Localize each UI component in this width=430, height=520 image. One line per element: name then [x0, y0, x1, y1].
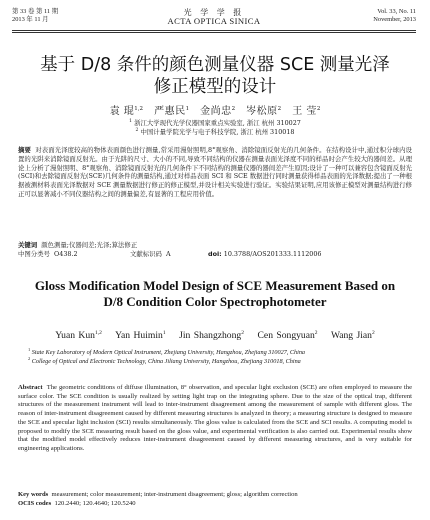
- author-en: Cen Songyuan: [257, 330, 315, 341]
- keywords-en-label: Key words: [18, 491, 49, 498]
- ocis-label: OCIS codes: [18, 500, 52, 507]
- volume-issue-en: Vol. 33, No. 11: [377, 8, 416, 15]
- affiliation-en-2: [28, 355, 410, 366]
- date-en: November, 2013: [373, 16, 416, 23]
- affil-text: State Key Laboratory of Modern Optical Instrument, Zhejiang University, Hangzhou, Zhejiang 310027, China: [31, 349, 306, 356]
- author-cn: 严惠民: [154, 106, 186, 117]
- keywords-en-text: measurement; color measurement; inter-instrument disagreement; gloss; algorithm correction: [51, 491, 298, 498]
- author-sup: 1,2: [94, 330, 102, 336]
- affiliation-cn-1: [0, 118, 430, 127]
- authors-cn: [0, 102, 430, 117]
- affil-text: 浙江大学现代光学仪器国家重点实验室, 浙江 杭州 310027: [134, 119, 301, 127]
- affil-text: 中国计量学院光学与电子科技学院, 浙江 杭州 310018: [140, 128, 295, 136]
- header-center: [12, 8, 416, 26]
- author-sup: 2: [231, 106, 236, 112]
- author-en: Yan Huimin: [115, 330, 163, 341]
- doc-code: A: [166, 250, 171, 258]
- abstract-en-text: The geometric conditions of diffuse illumination, 8° observation, and specular light exclusion (SCE) are often employed to measure the surface color. The SCE condition is usually realized by setting light trap on the integrating sphere. Due to the size of the optical trap, different structures of the measurement instrument will lead to inter-instrument disagreement among the measurement of sample with different gloss. The reason of inter-instrument disagreement caused by different measuring structures is analyzed in theory; a measuring structure is designed to measure the SCE and specular light inclusion (SCI) results simultaneously. The gloss value is calculated from the SCE and SCI results. A computing model is proposed to modify the SCE measuring result based on the gloss value, and experimental verification is also carried out. Experimental results show that the modified model effectively reduces inter-instrument disagreement caused by different measuring structures, and is very suitable for engineering applications.: [18, 384, 412, 452]
- author-sup: 2: [314, 330, 318, 336]
- doi-value: 10.3788/AOS201333.1112006: [223, 250, 322, 258]
- author-en: Yuan Kun: [55, 330, 95, 341]
- affil-sup: 1: [129, 119, 133, 124]
- author-en: Jin Shangzhong: [179, 330, 242, 341]
- paper-title-cn: [6, 54, 424, 98]
- author-en: Wang Jian: [330, 330, 372, 341]
- keywords-cn: [18, 241, 412, 250]
- header-right: [373, 8, 416, 24]
- abstract-en: [18, 384, 412, 454]
- author-cn: 岑松原: [246, 106, 278, 117]
- author-sup: 1,2: [134, 106, 144, 112]
- header-rule-thick: [12, 30, 416, 31]
- volume-issue-cn: 第 33 卷 第 11 期: [12, 8, 59, 15]
- author-sup: 2: [241, 330, 244, 336]
- affil-text: College of Optical and Electronic Technology, China Jiliang University, Hangzhou, Zhejiang 310018, China: [31, 358, 301, 365]
- author-sup: 2: [371, 330, 375, 336]
- abstract-cn-text: 对表面光泽度较高的物体表面颜色进行测量,常采用漫射照明,8°观察角、消除镜面反射光的几何条件。在结构设计中,通过积分球内设置的光阱来消除镜面反射光。由于光阱的尺寸、大小的不同,导致不同结构的仪器在测量表面光泽度不同的样品时会产生较大的器间差。从理论上分析了漫射照明、8°观察角、消除镜面反射光的几何条件下不同结构的测量仪器的器间差产生原因;设计了一种可以兼容包含镜面反射光(SCI)和去除镜面反射光(SCE)几何条件的测量结构,通过对样品表面 SCI 和 SCE 数据进行同时测量获得样品表面的光泽数据;提出了一种根据被测材料表面光泽数据对 SCE 测量数据进行修正的修正模型,并设计相关实验进行验证。实验结果证明,应用该修正模型对测量结构进行修正可以显著减小不同仪器结构之间的测量偏差,有显著的工程应用价值。: [18, 146, 413, 198]
- abstract-cn-label: 摘要: [18, 146, 31, 154]
- authors-en: [0, 330, 430, 341]
- title-cn-line1: 基于 D/8 条件的颜色测量仪器 SCE 测量光泽: [40, 55, 390, 75]
- author-sup: 2: [277, 106, 282, 112]
- abstract-cn: [18, 146, 412, 199]
- ocis-codes: [18, 500, 412, 509]
- clc-code: O438.2: [54, 250, 78, 258]
- ocis-text: 120.2440; 120.4640; 120.5240: [54, 500, 136, 507]
- author-cn: 金尚忠: [200, 106, 232, 117]
- affil-sup: 2: [28, 356, 31, 361]
- doi-label: doi:: [208, 250, 222, 258]
- affil-sup: 1: [28, 347, 31, 352]
- author-sup: 2: [316, 106, 321, 112]
- author-cn: 王 莹: [292, 106, 317, 117]
- abstract-en-label: Abstract: [18, 384, 43, 391]
- keywords-en: [18, 491, 412, 500]
- classification-line: [18, 250, 412, 259]
- date-cn: 2013 年 11 月: [12, 16, 49, 23]
- title-en-line2: D/8 Condition Color Spectrophotometer: [103, 294, 327, 309]
- author-cn: 袁 琨: [109, 106, 135, 117]
- affil-sup: 2: [135, 128, 139, 133]
- clc-label: 中图分类号: [18, 250, 50, 258]
- journal-name-en: ACTA OPTICA SINICA: [167, 16, 261, 26]
- author-sup: 1: [162, 330, 166, 336]
- title-en-line1: Gloss Modification Model Design of SCE Measurement Based on: [34, 278, 396, 293]
- keywords-cn-label: 关键词: [18, 241, 38, 249]
- keywords-cn-text: 颜色测量;仪器间差;光泽;算法修正: [41, 241, 138, 249]
- doc-code-label: 文献标识码: [130, 250, 162, 258]
- journal-name-cn: 光 学 学 报: [183, 8, 245, 17]
- author-sup: 1: [185, 106, 190, 112]
- title-cn-line2: 修正模型的设计: [153, 77, 277, 97]
- header-rule-thin: [12, 32, 416, 33]
- paper-title-en: [10, 278, 420, 310]
- affiliation-cn-2: [0, 127, 430, 136]
